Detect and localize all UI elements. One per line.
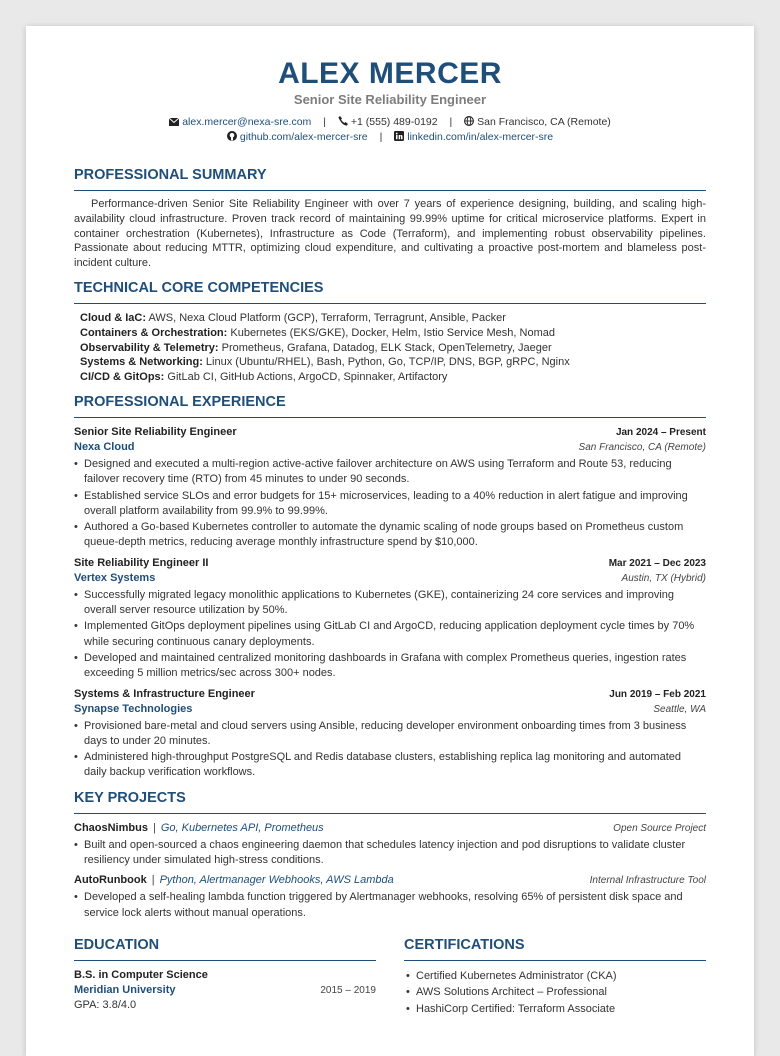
phone-text: +1 (555) 489-0192 [350,116,438,128]
summary-text: Performance-driven Senior Site Reliability Engineer with over 7 years of experience designing, building, and scaling high-availability cloud infrastructure. Proven track record of maintaining 99.99% uptime for critical microservice platforms. Expert in container orchestration (Kubernetes), Infrastructure as Code (Terraform), and implementing robust observability pipelines. Passionate about reducing MTTR, optimizing cloud expenditure, and cultivating a proactive post-mortem and blameless post-incident culture. [74,198,706,270]
project-entry [74,821,706,869]
separator: | [152,821,156,834]
education-entry [74,968,376,1013]
job-company: Synapse Technologies [74,702,193,715]
job-entry [74,425,706,551]
job-entry [74,687,706,781]
separator: | [449,116,453,128]
github-icon [227,131,237,145]
contact-line-1 [74,115,706,130]
skills-list [74,311,706,385]
job-header [74,687,706,702]
job-title: Site Reliability Engineer II [74,556,209,569]
skill-value: Kubernetes (EKS/GKE), Docker, Helm, Istio Service Mesh, Nomad [227,326,555,339]
list-item: • Implemented GitOps deployment pipelines using GitLab CI and ArgoCD, reducing application deployment cycle times by 70% while securing continuous canary deployments. [74,619,706,650]
resume-page [26,26,754,1056]
separator: | [151,874,155,887]
list-item: • Designed and executed a multi-region active-active failover architecture on AWS using Terraform and Route 53, reducing failover recovery time (RTO) from 45 minutes to under 90 seconds. [74,457,706,488]
job-subheader [74,440,706,455]
job-subheader [74,571,706,586]
skill-value: GitLab CI, GitHub Actions, ArgoCD, Spinnaker, Artifactory [164,371,448,384]
skill-value: AWS, Nexa Cloud Platform (GCP), Terraform, Terragrunt, Ansible, Packer [146,311,506,324]
project-header [74,873,706,888]
project-heading [74,821,324,836]
email-link[interactable]: alex.mercer@nexa-sre.com [182,116,312,128]
resume-header [74,56,706,145]
job-location: Seattle, WA [653,703,706,715]
section-title: PROFESSIONAL EXPERIENCE [74,394,706,418]
project-name: AutoRunbook [74,874,147,887]
list-item: • Administered high-throughput PostgreSQL and Redis database clusters, establishing replica lag monitoring and automated daily backup verification workflows. [74,750,706,781]
list-item: • Provisioned bare-metal and cloud servers using Ansible, reducing developer environment onboarding times from 3 business days to under 20 minutes. [74,719,706,750]
skill-label: Cloud & IaC: [80,311,146,324]
skill-row [80,355,706,370]
job-header [74,425,706,440]
certifications-section [404,937,706,1018]
skills-section [74,280,706,385]
project-bullets [74,890,706,921]
project-name: ChaosNimbus [74,821,148,834]
education-years: 2015 – 2019 [320,984,376,996]
project-type: Internal Infrastructure Tool [589,875,706,887]
list-item: • Authored a Go-based Kubernetes controller to automate the dynamic scaling of node groups based on Prometheus custom queue-depth metrics, reducing average monthly infrastructure spend by $10,000. [74,520,706,551]
projects-section [74,790,706,921]
skill-label: Observability & Telemetry: [80,341,219,354]
skill-row [80,311,706,326]
degree: B.S. in Computer Science [74,968,208,981]
job-date: Mar 2021 – Dec 2023 [608,557,706,569]
job-bullets [74,588,706,682]
separator: | [323,116,326,128]
skill-label: Containers & Orchestration: [80,326,228,339]
certifications-list [404,968,706,1018]
list-item: • HashiCorp Certified: Terraform Associate [404,1001,706,1018]
job-header [74,556,706,571]
section-title: PROFESSIONAL SUMMARY [74,167,706,191]
project-tech: Go, Kubernetes API, Prometheus [160,821,324,834]
contact-line-2 [74,130,706,145]
skill-label: Systems & Networking: [80,356,203,369]
job-company: Vertex Systems [74,571,156,584]
globe-icon [464,116,474,130]
job-location: Austin, TX (Hybrid) [621,572,706,584]
skill-value: Prometheus, Grafana, Datadog, ELK Stack, OpenTelemetry, Jaeger [218,341,552,354]
phone-icon [338,116,348,130]
project-heading [74,873,394,888]
linkedin-icon [394,131,404,145]
job-date: Jun 2019 – Feb 2021 [609,688,706,700]
skill-label: CI/CD & GitOps: [80,371,165,384]
job-company: Nexa Cloud [74,440,135,453]
bottom-columns [74,937,706,1018]
job-title: Senior Site Reliability Engineer [74,425,237,438]
project-tech: Python, Alertmanager Webhooks, AWS Lambda [159,874,394,887]
project-header [74,821,706,836]
job-location: San Francisco, CA (Remote) [578,441,706,453]
education-section [74,937,376,1018]
section-title: CERTIFICATIONS [404,937,706,961]
list-item: • Certified Kubernetes Administrator (CKA) [404,968,706,985]
list-item: • Developed a self-healing lambda function triggered by Alertmanager webhooks, resolving 65% of persistent disk space and service lock alerts without manual operations. [74,890,706,921]
list-item: • Established service SLOs and error budgets for 15+ microservices, leading to a 40% reduction in alert fatigue and improving overall platform availability from 99.9% to 99.99%. [74,489,706,520]
skill-row [80,341,706,356]
section-title: EDUCATION [74,937,376,961]
job-bullets [74,457,706,551]
list-item: • Successfully migrated legacy monolithic applications to Kubernetes (GKE), containerizing 24 core services and improving overall server resource utilization by 50%. [74,588,706,619]
job-date: Jan 2024 – Present [615,426,706,438]
candidate-role: Senior Site Reliability Engineer [293,92,487,107]
list-item: • AWS Solutions Architect – Professional [404,984,706,1001]
github-link[interactable]: github.com/alex-mercer-sre [239,131,368,143]
summary-section [74,167,706,271]
envelope-icon [169,116,179,130]
linkedin-link[interactable]: linkedin.com/in/alex-mercer-sre [407,131,554,143]
experience-section [74,394,706,781]
skill-row [80,326,706,341]
location-text: San Francisco, CA (Remote) [477,116,611,128]
job-entry [74,556,706,682]
job-bullets [74,719,706,781]
resume-content [74,56,706,1017]
list-item: • Built and open-sourced a chaos engineering daemon that schedules latency injection and pod disruptions to validate cluster resiliency under simulated high-stress conditions. [74,838,706,869]
gpa: GPA: 3.8/4.0 [74,998,137,1011]
candidate-name: ALEX MERCER [278,57,502,90]
job-title: Systems & Infrastructure Engineer [74,687,255,700]
separator: | [379,131,383,143]
education-line [74,983,376,998]
section-title: TECHNICAL CORE COMPETENCIES [74,280,706,304]
university: Meridian University [74,983,176,996]
project-type: Open Source Project [613,822,706,834]
skill-row [80,370,706,385]
skill-value: Linux (Ubuntu/RHEL), Bash, Python, Go, TCP/IP, DNS, BGP, gRPC, Nginx [202,356,570,369]
job-subheader [74,702,706,717]
list-item: • Developed and maintained centralized monitoring dashboards in Grafana with complex Prometheus queries, ingestion rates exceeding 5 million metrics/sec across 300+ nodes. [74,651,706,682]
project-entry [74,873,706,921]
project-bullets [74,838,706,869]
section-title: KEY PROJECTS [74,790,706,814]
